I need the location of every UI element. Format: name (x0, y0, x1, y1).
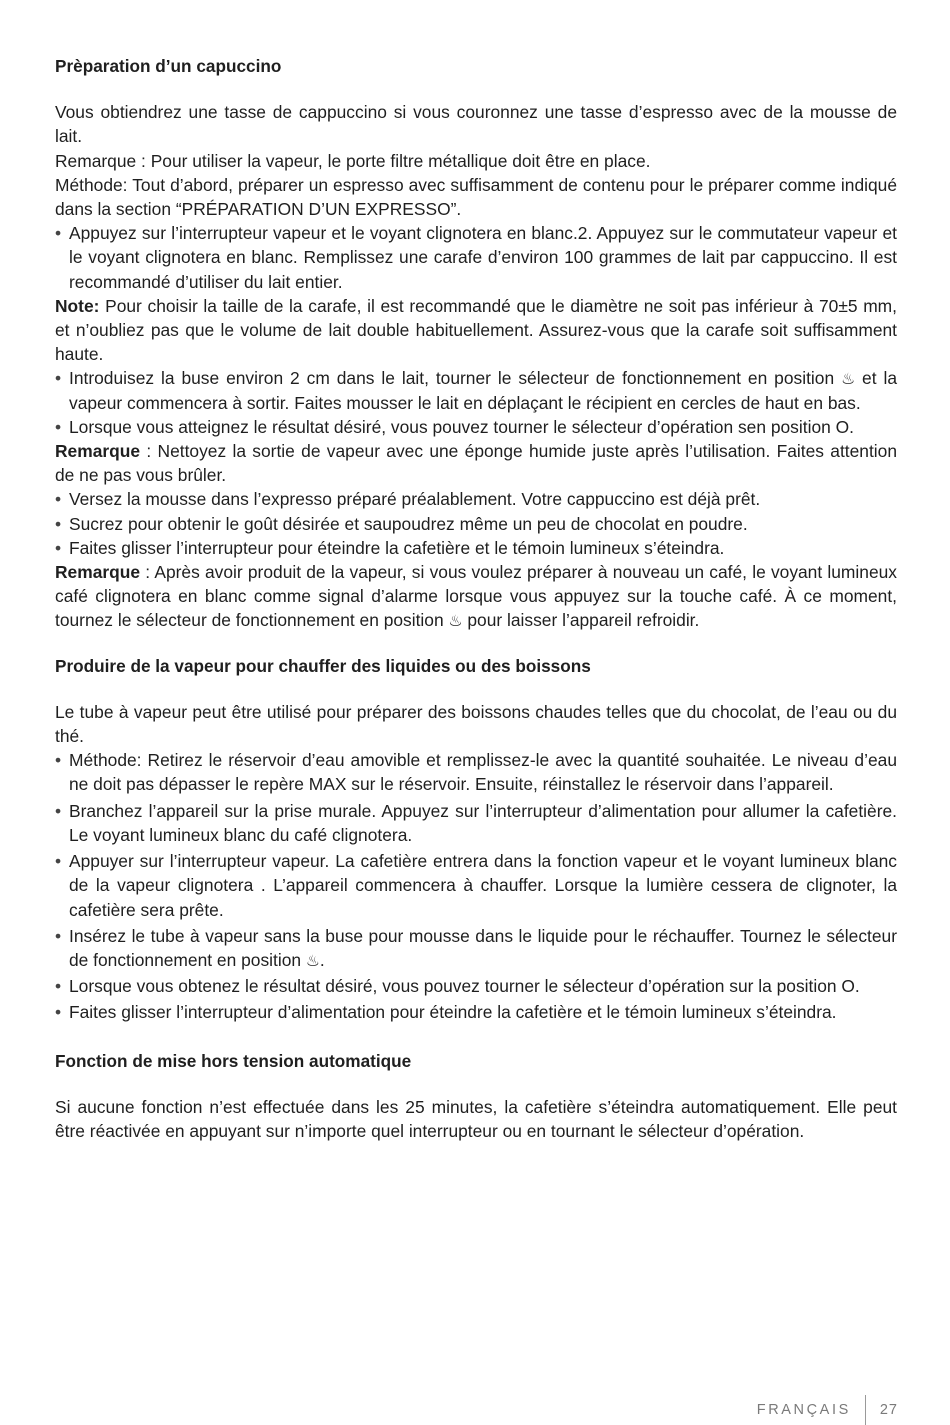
list-item-text: et la vapeur commencera à sortir. Faites mousser le lait en déplaçant le récipient en cercles de haut en bas. (69, 368, 897, 413)
list-item: • Versez la mousse dans l’expresso préparé préalablement. Votre cappuccino est déjà prêt. (55, 487, 897, 511)
list-item: • Branchez l’appareil sur la prise murale. Appuyez sur l’interrupteur d’alimentation pour allumer la cafetière. Le voyant lumineux blanc du café clignotera. (55, 799, 897, 847)
remark-text: : Nettoyez la sortie de vapeur avec une éponge humide juste après l’utilisation. Faites attention de ne pas vous brûler. (55, 441, 897, 486)
remark-cooldown (55, 560, 897, 633)
cappuccino-steps-1 (55, 221, 897, 294)
auto-off-paragraph: Si aucune fonction n’est effectuée dans les 25 minutes, la cafetière s’éteindra automatiquement. Elle peut être réactivée en appuyant sur n’importe quel interrupteur ou en tournant le sélecteur d’opération. (55, 1096, 897, 1141)
steam-steps (55, 748, 897, 1024)
list-item (55, 366, 897, 414)
list-item: • Appuyer sur l’interrupteur vapeur. La cafetière entrera dans la fonction vapeur et le voyant lumineux blanc de la vapeur clignotera . L’appareil commencera à chauffer. Lorsque la lumière cessera de clignoter, la cafetière sera prête. (55, 849, 897, 922)
remark-label: Remarque (55, 441, 141, 462)
list-item-text: Insérez le tube à vapeur sans la buse pour mousse dans le liquide pour le réchauffer. Tournez le sélecteur de fonctionnement en position (69, 925, 897, 970)
note-text: Pour choisir la taille de la carafe, il est recommandé que le diamètre ne soit pas inférieur à 70±5 mm, et n’oubliez pas que le volume de lait double habituellement. Assurez-vous que la carafe soit suffisamment haute. (55, 295, 897, 365)
remark-label: Remarque (55, 562, 141, 583)
cappuccino-steps-2 (55, 366, 897, 439)
page-footer (757, 1397, 898, 1423)
list-item: • Sucrez pour obtenir le goût désirée et saupoudrez même un peu de chocolat en poudre. (55, 512, 897, 536)
section-title-steam-liquids: Produire de la vapeur pour chauffer des liquides ou des boissons (55, 655, 591, 676)
section-title-cappuccino: Prèparation d’un capuccino (55, 56, 282, 76)
list-item-text: . (319, 949, 325, 970)
note-label: Note: (55, 295, 100, 316)
page-number: 27 (879, 1402, 898, 1418)
list-item: • Méthode: Retirez le réservoir d’eau amovible et remplissez-le avec la quantité souhaitée. Le niveau d’eau ne doit pas dépasser le repère MAX sur le réservoir. Ensuite, réinstallez le réservoir dans l’appareil. (55, 748, 897, 796)
remark-steam-filter: Remarque : Pour utiliser la vapeur, le porte filtre métallique doit être en place. (55, 150, 651, 171)
footer-language: FRANÇAIS (756, 1402, 851, 1418)
method-paragraph: Méthode: Tout d’abord, préparer un espresso avec suffisamment de contenu pour le préparer comme indiqué dans la section “PRÉPARATION D’UN EXPRESSO”. (55, 174, 897, 220)
steam-intro-paragraph: Le tube à vapeur peut être utilisé pour préparer des boissons chaudes telles que du chocolat, de l’eau ou du thé. (55, 701, 897, 747)
list-item-text: Introduisez la buse environ 2 cm dans le lait, tourner le sélecteur de fonctionnement en position (69, 368, 842, 389)
remark-cleaning (55, 439, 897, 487)
cappuccino-steps-3 (55, 487, 897, 560)
list-item: • Faites glisser l’interrupteur d’alimentation pour éteindre la cafetière et le témoin lumineux s’éteindra. (55, 1000, 897, 1024)
list-item: • Appuyez sur l’interrupteur vapeur et le voyant clignotera en blanc.2. Appuyez sur le commutateur vapeur et le voyant clignotera en blanc. Remplissez une carafe d’environ 100 grammes de lait par cappuccino. Il est recommandé d’utiliser du lait entier. (55, 221, 897, 294)
intro-paragraph: Vous obtiendrez une tasse de cappuccino si vous couronnez une tasse d’espresso avec de la mousse de lait. (55, 102, 897, 147)
remark-text: : Après avoir produit de la vapeur, si vous voulez préparer à nouveau un café, le voyant lumineux café clignotera en blanc comme signal d’alarme lorsque vous appuyez sur la touche café. À ce moment, tournez le sélecteur de fonctionnement en position (55, 562, 897, 631)
list-item: • Lorsque vous atteignez le résultat désiré, vous pouvez tourner le sélecteur d’opération sen position O. (55, 415, 897, 439)
steam-icon: ♨ (305, 952, 320, 970)
remark-text: pour laisser l’appareil refroidir. (462, 610, 700, 631)
steam-icon: ♨ (448, 613, 463, 631)
list-item: • Faites glisser l’interrupteur pour éteindre la cafetière et le témoin lumineux s’éteindra. (55, 536, 897, 560)
list-item: • Lorsque vous obtenez le résultat désiré, vous pouvez tourner le sélecteur d’opération sur la position O. (55, 974, 897, 998)
list-item (55, 924, 897, 972)
note-paragraph (55, 294, 897, 367)
steam-icon: ♨ (841, 371, 856, 389)
manual-page (55, 54, 897, 1143)
section-title-auto-off: Fonction de mise hors tension automatique (55, 1050, 412, 1071)
